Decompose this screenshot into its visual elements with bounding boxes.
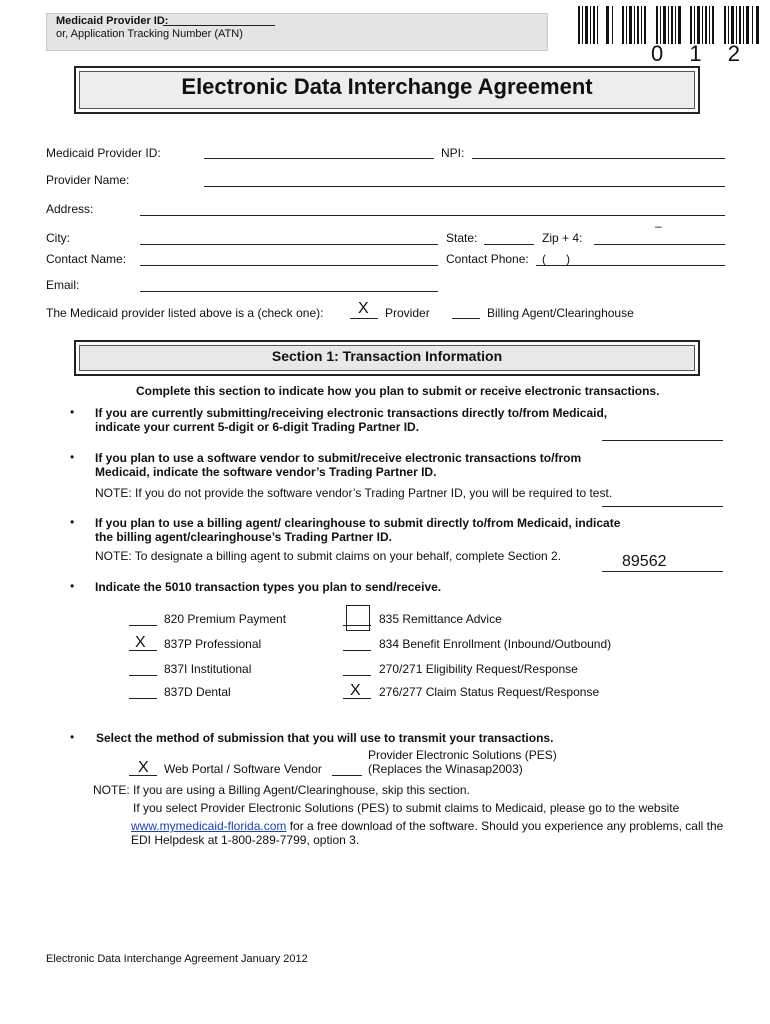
contact-phone-label: Contact Phone: <box>446 252 529 266</box>
software-vendor-tpid-field[interactable] <box>602 506 723 507</box>
note5-line2: If you select Provider Electronic Solutions (PES) to submit claims to Medicaid, please go to the website <box>133 801 680 815</box>
note5-line3 <box>131 819 723 833</box>
bullet-dot: • <box>70 450 75 464</box>
method-web-checkbox-line[interactable] <box>129 775 157 776</box>
address-label: Address: <box>46 202 94 216</box>
footer-text: Electronic Data Interchange Agreement January 2012 <box>46 953 308 965</box>
tx-837p-check-mark: X <box>135 634 146 651</box>
header-atn-label: or, Application Tracking Number (ATN) <box>56 28 243 40</box>
bullet5: Select the method of submission that you will use to transmit your transactions. <box>96 731 554 745</box>
tx-837d-label: 837D Dental <box>164 685 231 699</box>
bullet-dot: • <box>70 515 75 529</box>
provider-name-label: Provider Name: <box>46 173 130 187</box>
tx-835-label: 835 Remittance Advice <box>379 612 502 626</box>
billing-agent-option-label: Billing Agent/Clearinghouse <box>487 306 634 320</box>
page-title: Electronic Data Interchange Agreement <box>181 74 593 99</box>
provider-type-question: The Medicaid provider listed above is a (check one): <box>46 306 324 320</box>
zip-label: Zip + 4: <box>542 231 583 245</box>
method-pes-checkbox-line[interactable] <box>332 775 362 776</box>
provider-check-mark: X <box>358 300 369 317</box>
provider-name-field[interactable] <box>204 186 725 187</box>
billing-agent-checkbox-line[interactable] <box>452 318 480 319</box>
bullet1-line1: If you are currently submitting/receiving electronic transactions directly to/from Medicaid, <box>95 406 608 420</box>
state-label: State: <box>446 231 478 245</box>
bullet1-line2: indicate your current 5-digit or 6-digit Trading Partner ID. <box>95 420 420 434</box>
city-label: City: <box>46 231 70 245</box>
mymedicaid-website-link[interactable]: www.mymedicaid-florida.com <box>131 819 287 833</box>
tx-837p-checkbox-line[interactable] <box>129 650 157 651</box>
address-field[interactable] <box>140 215 725 216</box>
section1-title: Section 1: Transaction Information <box>271 348 503 364</box>
provider-option-label: Provider <box>385 306 430 320</box>
contact-name-field[interactable] <box>140 265 438 266</box>
barcode-number: 0 1 2 <box>651 41 750 66</box>
contact-phone-field[interactable] <box>536 265 725 266</box>
bullet3-line1: If you plan to use a billing agent/ clearinghouse to submit directly to/from Medicaid, indicate <box>95 516 621 530</box>
section1-intro: Complete this section to indicate how you plan to submit or receive electronic transactions. <box>136 384 660 398</box>
header-provider-id-line[interactable] <box>163 25 275 26</box>
tx-276-check-mark: X <box>350 682 361 699</box>
tx-837p-label: 837P Professional <box>164 637 262 651</box>
state-field[interactable] <box>484 244 534 245</box>
medicaid-provider-id-field[interactable] <box>204 158 434 159</box>
provider-checkbox-line[interactable] <box>350 318 378 319</box>
bullet-dot: • <box>70 405 75 419</box>
bullet2-line2: Medicaid, indicate the software vendor’s Trading Partner ID. <box>95 465 437 479</box>
method-web-check-mark: X <box>138 759 149 776</box>
note3: NOTE: To designate a billing agent to submit claims on your behalf, complete Section 2. <box>95 549 562 563</box>
tx-835-checkbox-line[interactable] <box>343 625 371 626</box>
method-pes-label: Provider Electronic Solutions (PES) <box>368 748 557 762</box>
note2: NOTE: If you do not provide the software vendor’s Trading Partner ID, you will be required to test. <box>95 486 613 500</box>
tx-835-checkbox-box[interactable] <box>346 605 370 631</box>
zip-dash: – <box>655 219 662 233</box>
note5-line3-text: for a free download of the software. Should you experience any problems, call the <box>286 819 724 833</box>
bullet3-line2: the billing agent/clearinghouse’s Trading Partner ID. <box>95 530 392 544</box>
barcode-image <box>576 6 764 44</box>
tx-820-checkbox-line[interactable] <box>129 625 157 626</box>
bullet-dot: • <box>70 579 75 593</box>
tx-820-label: 820 Premium Payment <box>164 612 287 626</box>
bullet-dot: • <box>70 730 75 744</box>
billing-agent-tpid-value: 89562 <box>622 553 667 570</box>
header-provider-id-label: Medicaid Provider ID: <box>56 15 169 27</box>
method-pes-note: (Replaces the Winasap2003) <box>368 762 523 776</box>
note5-line1: NOTE: If you are using a Billing Agent/Clearinghouse, skip this section. <box>93 783 470 797</box>
tx-270-label: 270/271 Eligibility Request/Response <box>379 662 578 676</box>
bullet4: Indicate the 5010 transaction types you plan to send/receive. <box>95 580 442 594</box>
tx-837i-checkbox-line[interactable] <box>129 675 157 676</box>
email-label: Email: <box>46 278 80 292</box>
medicaid-provider-id-label: Medicaid Provider ID: <box>46 146 161 160</box>
current-tpid-field[interactable] <box>602 440 723 441</box>
npi-field[interactable] <box>472 158 725 159</box>
contact-name-label: Contact Name: <box>46 252 127 266</box>
tx-270-checkbox-line[interactable] <box>343 675 371 676</box>
npi-label: NPI: <box>441 146 465 160</box>
email-field[interactable] <box>140 291 438 292</box>
note5-line4: EDI Helpdesk at 1-800-289-7799, option 3. <box>131 833 360 847</box>
tx-837i-label: 837I Institutional <box>164 662 252 676</box>
method-web-label: Web Portal / Software Vendor <box>164 762 322 776</box>
zip-field[interactable] <box>594 244 725 245</box>
tx-276-label: 276/277 Claim Status Request/Response <box>379 685 600 699</box>
tx-276-checkbox-line[interactable] <box>343 698 371 699</box>
tx-834-checkbox-line[interactable] <box>343 650 371 651</box>
tx-834-label: 834 Benefit Enrollment (Inbound/Outbound) <box>379 637 612 651</box>
bullet2-line1: If you plan to use a software vendor to submit/receive electronic transactions to/from <box>95 451 582 465</box>
tx-837d-checkbox-line[interactable] <box>129 698 157 699</box>
billing-agent-tpid-field[interactable] <box>602 571 723 572</box>
contact-phone-parens: ( ) <box>542 252 570 266</box>
city-field[interactable] <box>140 244 438 245</box>
